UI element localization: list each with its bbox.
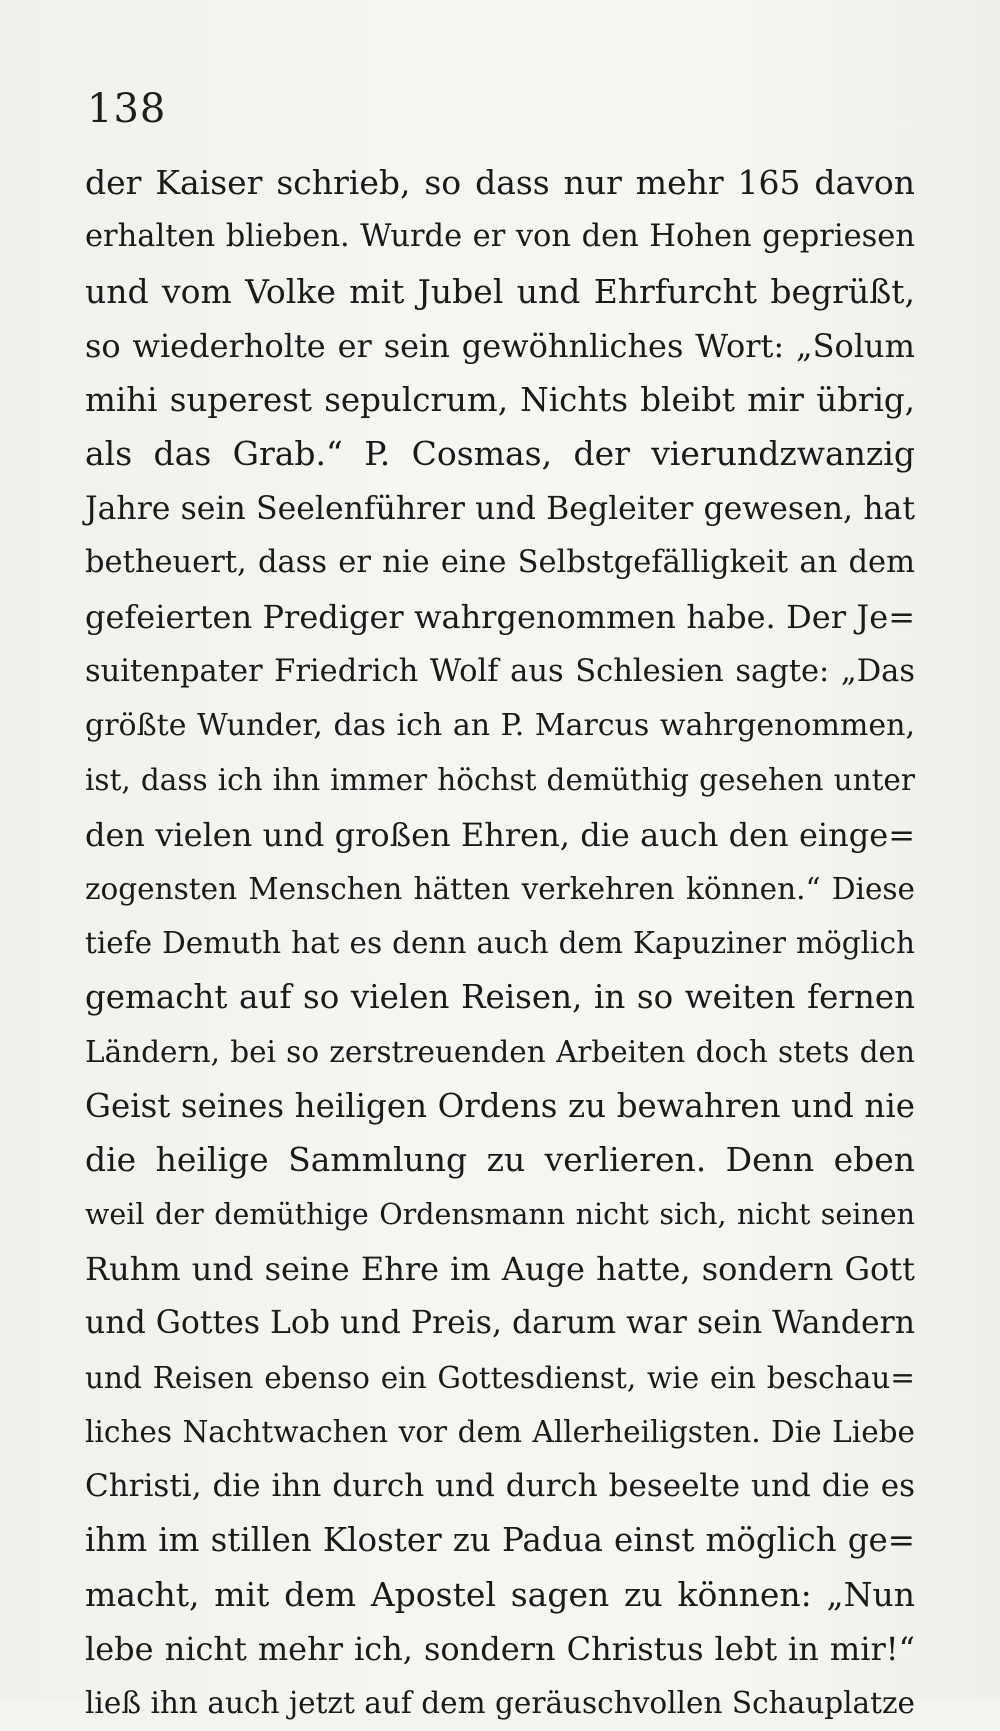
text-line: tiefe Demuth hat es denn auch dem Kapuziner möglich bbox=[85, 926, 915, 961]
text-line: mihi superest sepulcrum, Nichts bleibt mir übrig, bbox=[85, 381, 915, 420]
page-number: 138 bbox=[87, 86, 167, 132]
text-line: zogensten Menschen hätten verkehren können.“ Diese bbox=[85, 871, 915, 906]
text-line: und vom Volke mit Jubel und Ehrfurcht begrüßt, bbox=[85, 271, 915, 311]
text-line: gefeierten Prediger wahrgenommen habe. Der Je= bbox=[85, 598, 915, 637]
text-line: erhalten blieben. Wurde er von den Hohen gepriesen bbox=[85, 219, 915, 255]
text-line: die heilige Sammlung zu verlieren. Denn eben bbox=[85, 1140, 915, 1180]
text-line: suitenpater Friedrich Wolf aus Schlesien sagte: „Das bbox=[85, 653, 915, 689]
text-line: und Reisen ebenso ein Gottesdienst, wie ein beschau= bbox=[85, 1360, 915, 1395]
text-line: den vielen und großen Ehren, die auch den einge= bbox=[85, 815, 915, 854]
text-line: Christi, die ihn durch und durch beseelte und die es bbox=[85, 1468, 915, 1505]
text-line: macht, mit dem Apostel sagen zu können: „Nun bbox=[85, 1574, 915, 1614]
text-line: als das Grab.“ P. Cosmas, der vierundzwanzig bbox=[85, 434, 915, 474]
text-line: Ruhm und seine Ehre im Auge hatte, sondern Gott bbox=[85, 1249, 915, 1288]
text-line: und Gottes Lob und Preis, darum war sein Wandern bbox=[85, 1305, 916, 1342]
text-line: Ländern, bei so zerstreuenden Arbeiten doch stets den bbox=[85, 1034, 915, 1069]
text-line: so wiederholte er sein gewöhnliches Wort: „Solum bbox=[85, 326, 915, 365]
text-line: der Kaiser schrieb, so dass nur mehr 165 davon bbox=[85, 163, 915, 202]
body-text bbox=[85, 156, 915, 1731]
text-line: Geist seines heiligen Ordens zu bewahren und nie bbox=[85, 1087, 915, 1126]
text-line: gemacht auf so vielen Reisen, in so weiten fernen bbox=[85, 978, 915, 1017]
text-line: ihm im stillen Kloster zu Padua einst möglich ge= bbox=[85, 1521, 915, 1560]
text-line: ließ ihn auch jetzt auf dem geräuschvollen Schauplatze bbox=[85, 1686, 915, 1721]
text-line: größte Wunder, das ich an P. Marcus wahrgenommen, bbox=[85, 707, 915, 743]
text-line: lebe nicht mehr ich, sondern Christus lebt in mir!“ bbox=[85, 1630, 915, 1669]
text-line: Jahre sein Seelenführer und Begleiter gewesen, hat bbox=[85, 490, 915, 527]
text-line: weil der demüthige Ordensmann nicht sich, nicht seinen bbox=[85, 1197, 915, 1231]
text-line: liches Nachtwachen vor dem Allerheiligsten. Die Liebe bbox=[85, 1414, 915, 1449]
text-line: ist, dass ich ihn immer höchst demüthig gesehen unter bbox=[85, 763, 915, 798]
text-line: betheuert, dass er nie eine Selbstgefälligkeit an dem bbox=[85, 545, 915, 581]
